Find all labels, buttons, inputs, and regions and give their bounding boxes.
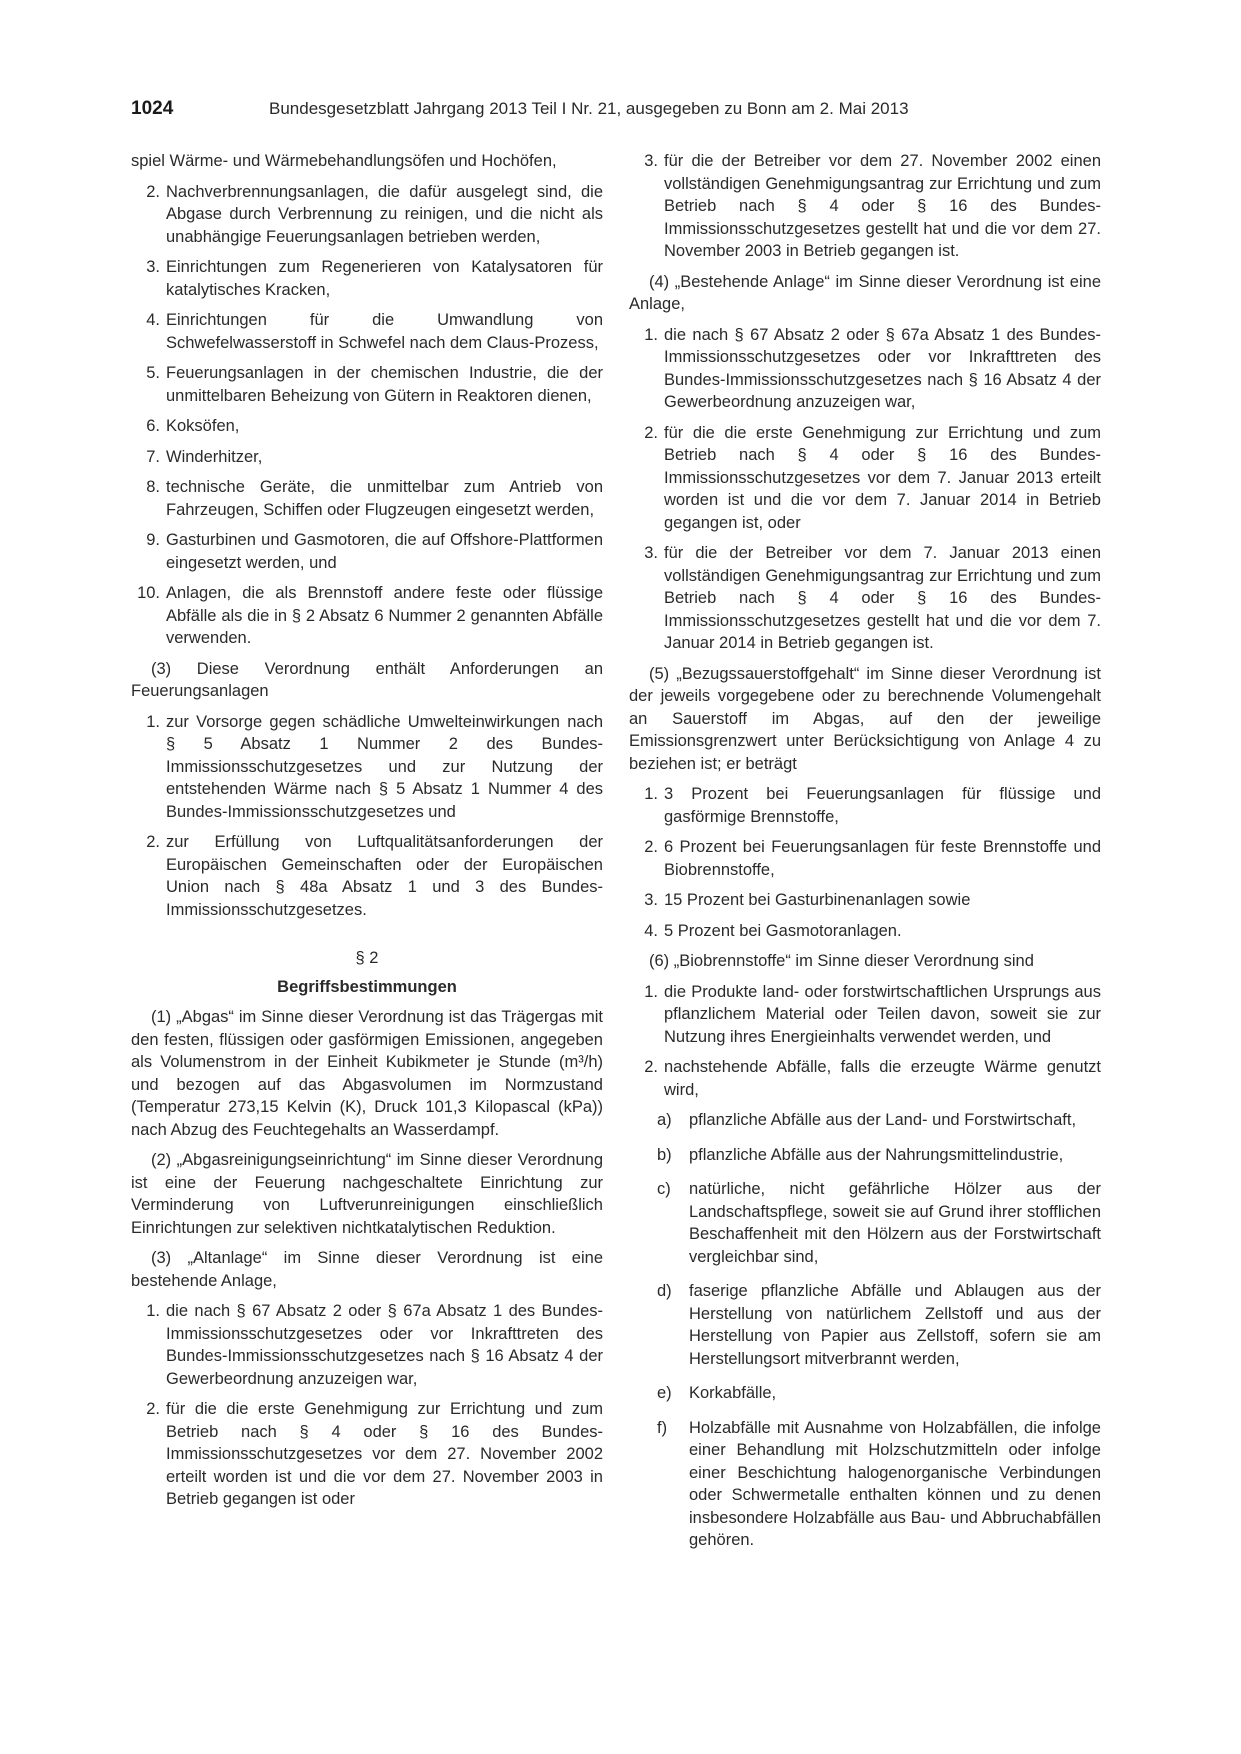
list-item-text: für die der Betreiber vor dem 27. November 2002 einen vollständigen Genehmigungsantrag zur Errichtung und zum Betrieb nach § 4 oder § 16 des Bundes-Immissionsschutzgesetzes gestellt hat und die vor dem 27. November 2003 in Betrieb gegangen ist.	[664, 152, 1101, 260]
list-item-text: 5 Prozent bei Gasmotoranlagen.	[664, 921, 902, 940]
list-item-text: Anlagen, die als Brennstoff andere feste oder flüssige Abfälle als die in § 2 Absatz 6 Nummer 2 genannten Abfälle verwenden.	[166, 584, 603, 647]
paragraph: (3) Diese Verordnung enthält Anforderungen an Feuerungsanlagen	[131, 659, 603, 700]
right-column	[629, 150, 1101, 1564]
list-item-number: 4.	[146, 311, 160, 329]
list-item	[629, 1144, 1101, 1167]
list-item-number: 2.	[146, 1400, 160, 1418]
list-item-number: 2.	[644, 1058, 658, 1076]
left-column	[131, 150, 603, 1519]
list-item-number: 6.	[146, 417, 160, 435]
list-item-text: pflanzliche Abfälle aus der Nahrungsmittelindustrie,	[689, 1145, 1064, 1164]
list	[131, 711, 603, 922]
list-item-text: Feuerungsanlagen in der chemischen Industrie, die der unmittelbaren Beheizung von Gütern in Reaktoren dienen,	[166, 364, 603, 405]
list-item-number: 1.	[146, 1302, 160, 1320]
list-item	[131, 181, 603, 249]
list-item-text: 3 Prozent bei Feuerungsanlagen für flüssige und gasförmige Brennstoffe,	[664, 785, 1101, 826]
list	[629, 150, 1101, 263]
list-item-text: natürliche, nicht gefährliche Hölzer aus der Landschaftspflege, soweit sie auf Grund ihrer stofflichen Beschaffenheit mit den Hölzern aus der Forstwirtschaft vergleichbar sind,	[689, 1180, 1101, 1266]
list-item-text: die nach § 67 Absatz 2 oder § 67a Absatz 1 des Bundes-Immissionsschutzgesetzes oder vor Inkrafttreten des Bundes-Immissionsschutzgesetzes nach § 16 Absatz 4 der Gewerbeordnung anzuzeigen war,	[664, 325, 1101, 411]
list-item-text: Winderhitzer,	[166, 447, 263, 466]
list	[629, 783, 1101, 942]
page-header	[131, 98, 1131, 128]
list-item	[131, 446, 603, 469]
list-item-text: faserige pflanzliche Abfälle und Ablaugen aus der Herstellung von natürlichem Zellstoff und aus der Herstellung von Papier aus Zellstoff, sofern sie am Herstellungsort mitverbrannt werden,	[689, 1282, 1101, 1368]
list-item-text: für die der Betreiber vor dem 7. Januar 2013 einen vollständigen Genehmigungsantrag zur Errichtung und zum Betrieb nach § 4 oder § 16 des Bundes-Immissionsschutzgesetzes gestellt hat und die vor dem 7. Januar 2014 in Betrieb gegangen ist.	[664, 544, 1101, 652]
list-item	[629, 1178, 1101, 1268]
list-item-number: 3.	[146, 258, 160, 276]
continued-paragraph: spiel Wärme- und Wärmebehandlungsöfen und Hochöfen,	[131, 152, 557, 170]
section-title: Begriffsbestimmungen	[277, 977, 457, 996]
list-item	[131, 1300, 603, 1390]
paragraph: (6) „Biobrennstoffe“ im Sinne dieser Verordnung sind	[649, 952, 1034, 970]
list-item	[131, 831, 603, 921]
list-item-number: 4.	[644, 921, 658, 940]
list-item	[629, 1280, 1101, 1370]
list-item-number: 1.	[644, 982, 658, 1001]
paragraph: (4) „Bestehende Anlage“ im Sinne dieser Verordnung ist eine Anlage,	[629, 272, 1101, 313]
list-item	[629, 889, 1101, 912]
list-item-text: Einrichtungen für die Umwandlung von Schwefelwasserstoff in Schwefel nach dem Claus-Prozess,	[166, 311, 603, 352]
list-item-text: Gasturbinen und Gasmotoren, die auf Offshore-Plattformen eingesetzt werden, und	[166, 531, 603, 572]
list-item-number: 2.	[644, 423, 658, 442]
list-item-number: 10.	[137, 584, 160, 602]
list-item-number: 8.	[146, 478, 160, 496]
list-item-number: 3.	[644, 891, 658, 909]
list-item	[131, 1398, 603, 1511]
list-item-number: 2.	[644, 838, 658, 856]
list-item-text: nachstehende Abfälle, falls die erzeugte Wärme genutzt wird,	[664, 1058, 1101, 1099]
list-item-number: 1.	[644, 325, 658, 344]
list	[629, 324, 1101, 655]
list-item	[131, 309, 603, 354]
list-item	[629, 920, 1101, 943]
list-item-number: e)	[657, 1384, 672, 1402]
list-item-text: zur Vorsorge gegen schädliche Umwelteinwirkungen nach § 5 Absatz 1 Nummer 2 des Bundes-Immissionsschutzgesetzes und zur Nutzung der entstehenden Wärme nach § 5 Absatz 1 Nummer 4 des Bundes-Immissionsschutzgesetzes und	[166, 712, 603, 821]
list-item	[131, 529, 603, 574]
list-item-number: a)	[657, 1111, 672, 1129]
list-item	[131, 415, 603, 438]
list-item-text: die nach § 67 Absatz 2 oder § 67a Absatz 1 des Bundes-Immissionsschutzgesetzes oder vor Inkrafttreten des Bundes-Immissionsschutzgesetzes nach § 16 Absatz 4 der Gewerbeordnung anzuzeigen war,	[166, 1302, 603, 1388]
page-number: 1024	[131, 98, 174, 119]
list-item	[629, 1382, 1101, 1405]
list-item-text: Korkabfälle,	[689, 1384, 777, 1402]
sub-list	[629, 1109, 1101, 1552]
paragraph: (3) „Altanlage“ im Sinne dieser Verordnung ist eine bestehende Anlage,	[131, 1249, 603, 1290]
list-item	[131, 362, 603, 407]
paragraph: (1) „Abgas“ im Sinne dieser Verordnung ist das Trägergas mit den festen, flüssigen oder gasförmigen Emissionen, angegeben als Volumenstrom in der Einheit Kubikmeter je Stunde (m³/h) und bezogen auf das Abgasvolumen im Normzustand (Temperatur 273,15 Kelvin (K), Druck 101,3 Kilopascal (kPa)) nach Abzug des Feuchtegehalts an Wasserdampf.	[131, 1008, 603, 1139]
list-item-number: 2.	[146, 182, 160, 201]
list-item-text: Koksöfen,	[166, 417, 240, 435]
list-item	[629, 150, 1101, 263]
list	[131, 181, 603, 650]
list-item-number: c)	[657, 1180, 671, 1198]
paragraph: (5) „Bezugssauerstoffgehalt“ im Sinne dieser Verordnung ist der jeweils vorgegebene oder zu berechnende Volumengehalt an Sauerstoff im Abgas, auf den der jeweilige Emissionsgrenzwert unter Berücksichtigung von Anlage 4 zu beziehen ist; er beträgt	[629, 664, 1101, 773]
section-number: § 2	[355, 949, 379, 967]
list-item-number: 1.	[644, 785, 658, 803]
list-item-number: 7.	[146, 447, 160, 466]
list-item-text: die Produkte land- oder forstwirtschaftlichen Ursprungs aus pflanzlichem Material oder Teilen davon, soweit sie zur Nutzung ihres Energieinhalts verwendet werden, und	[664, 982, 1101, 1046]
list	[131, 1300, 603, 1511]
list-item	[131, 582, 603, 650]
list-item-text: 15 Prozent bei Gasturbinenanlagen sowie	[664, 891, 971, 909]
list-item-text: technische Geräte, die unmittelbar zum Antrieb von Fahrzeugen, Schiffen oder Flugzeugen eingesetzt werden,	[166, 478, 603, 519]
list-item	[629, 1109, 1101, 1132]
list-item	[629, 1056, 1101, 1101]
list-item	[131, 476, 603, 521]
list-item-text: zur Erfüllung von Luftqualitätsanforderungen der Europäischen Gemeinschaften oder der Europäischen Union nach § 48a Absatz 1 und 3 des Bundes-Immissionsschutzgesetzes.	[166, 833, 603, 919]
list-item	[629, 542, 1101, 655]
list-item-number: d)	[657, 1282, 672, 1300]
list-item-text: pflanzliche Abfälle aus der Land- und Forstwirtschaft,	[689, 1111, 1077, 1129]
list-item-number: b)	[657, 1145, 672, 1164]
list-item	[629, 783, 1101, 828]
list-item-number: 9.	[146, 531, 160, 549]
list-item	[629, 1417, 1101, 1552]
list-item	[131, 256, 603, 301]
list-item-text: für die die erste Genehmigung zur Errichtung und zum Betrieb nach § 4 oder § 16 des Bundes-Immissionsschutzgesetzes vor dem 7. Januar 2013 erteilt worden ist und die vor dem 7. Januar 2014 in Betrieb gegangen ist, oder	[664, 423, 1101, 532]
list-item	[629, 422, 1101, 535]
list	[629, 981, 1101, 1102]
running-head: Bundesgesetzblatt Jahrgang 2013 Teil I Nr. 21, ausgegeben zu Bonn am 2. Mai 2013	[269, 99, 909, 118]
list-item-text: für die die erste Genehmigung zur Errichtung und zum Betrieb nach § 4 oder § 16 des Bundes-Immissionsschutzgesetzes vor dem 27. November 2002 erteilt worden ist und die vor dem 27. November 2003 in Betrieb gegangen ist oder	[166, 1400, 603, 1508]
list-item-number: 2.	[146, 833, 160, 851]
list-item	[629, 836, 1101, 881]
list-item-number: 3.	[644, 152, 658, 170]
list-item	[629, 981, 1101, 1049]
list-item-text: Holzabfälle mit Ausnahme von Holzabfällen, die infolge einer Behandlung mit Holzschutzmitteln oder infolge einer Beschichtung halogenorganische Verbindungen oder Schwermetalle enthalten können und zu denen insbesondere Holzabfälle aus Bau- und Abbruchabfällen gehören.	[689, 1418, 1101, 1549]
paragraph: (2) „Abgasreinigungseinrichtung“ im Sinne dieser Verordnung ist eine der Feuerung nachgeschaltete Einrichtung zur Verminderung von Luftverunreinigungen einschließlich Einrichtungen zur selektiven nichtkatalytischen Reduktion.	[131, 1151, 603, 1237]
list-item-number: 3.	[644, 544, 658, 562]
list-item-number: f)	[657, 1418, 668, 1437]
list-item	[131, 711, 603, 824]
list-item-text: Einrichtungen zum Regenerieren von Katalysatoren für katalytisches Kracken,	[166, 258, 603, 299]
list-item-number: 5.	[146, 364, 160, 382]
list-item-number: 1.	[146, 712, 160, 731]
list-item	[629, 324, 1101, 414]
list-item-text: 6 Prozent bei Feuerungsanlagen für feste Brennstoffe und Biobrennstoffe,	[664, 838, 1101, 879]
list-item-text: Nachverbrennungsanlagen, die dafür ausgelegt sind, die Abgase durch Verbrennung zu reinigen, und die nicht als unabhängige Feuerungsanlagen betrieben werden,	[166, 182, 603, 246]
